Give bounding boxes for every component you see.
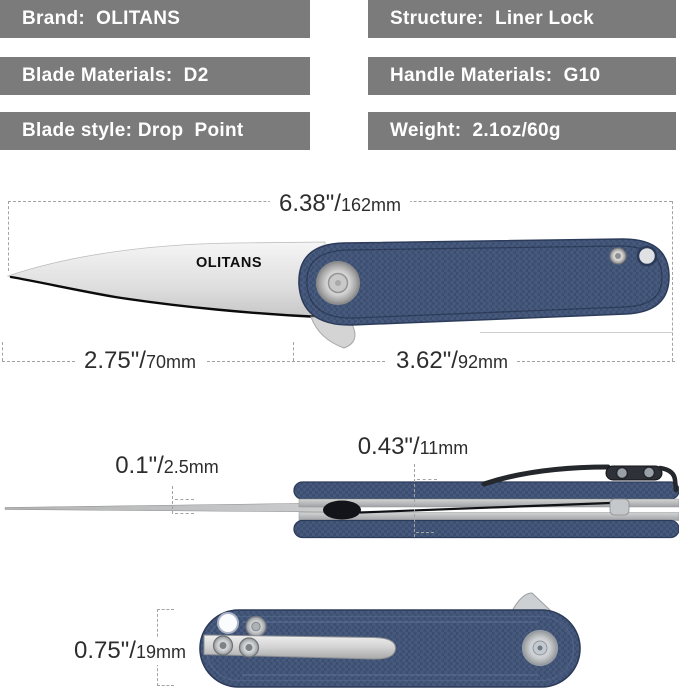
lanyard-hole-closed bbox=[218, 613, 238, 633]
dimension-blade-length bbox=[75, 347, 205, 375]
tick-handle-thickness-top bbox=[417, 479, 437, 480]
closed-width-inches: 0.75"/ bbox=[74, 637, 136, 664]
tick-blade-thickness-top bbox=[175, 499, 194, 500]
open-knife-side-view bbox=[0, 230, 679, 355]
flipper-tab-closed bbox=[512, 593, 550, 611]
dimension-tick-overall-left bbox=[8, 201, 9, 271]
overall-length-inches: 6.38"/ bbox=[279, 190, 341, 217]
blade-thickness-inches: 0.1"/ bbox=[115, 452, 164, 479]
blade-thickness-mm: 2.5mm bbox=[163, 457, 219, 477]
extension-line-handle bbox=[480, 332, 673, 333]
pivot-area bbox=[323, 501, 361, 520]
tick-blade-thickness-bottom bbox=[175, 513, 194, 514]
spec-banner-blade-materials: Blade Materials: D2 bbox=[0, 57, 310, 95]
handle-thickness-inches: 0.43"/ bbox=[357, 433, 420, 460]
spec-banner-brand: Brand: OLITANS bbox=[0, 0, 310, 38]
spec-banner-structure: Structure: Liner Lock bbox=[368, 0, 676, 38]
open-knife-top-view bbox=[0, 440, 679, 590]
dimension-handle-thickness bbox=[349, 433, 478, 461]
bracket-tick-bottom bbox=[157, 685, 174, 686]
dimension-tick-blade-thickness bbox=[172, 486, 173, 514]
tick-handle-thickness-bottom bbox=[416, 532, 434, 533]
handle-thickness-mm: 11mm bbox=[419, 438, 469, 458]
lanyard-hole bbox=[638, 247, 656, 265]
spec-banner-blade-style: Blade style: Drop Point bbox=[0, 112, 310, 150]
pivot-screw bbox=[317, 262, 360, 305]
rear-screw bbox=[610, 248, 626, 264]
bracket-tick-top bbox=[157, 609, 174, 610]
pocket-clip bbox=[204, 635, 396, 659]
blade-length-mm: 70mm bbox=[145, 352, 196, 372]
handle-scale-bottom bbox=[294, 521, 679, 538]
blade-spine bbox=[5, 503, 330, 512]
handle-length-mm: 92mm bbox=[457, 352, 508, 372]
dimension-overall-length bbox=[270, 190, 410, 218]
dimension-tick-blade-handle bbox=[293, 342, 294, 361]
pivot-screw-closed bbox=[523, 631, 558, 666]
overall-length-mm: 162mm bbox=[340, 195, 401, 215]
blade-drop-point bbox=[8, 242, 327, 318]
closed-width-mm: 19mm bbox=[135, 642, 186, 662]
dimension-tick-right bbox=[672, 201, 673, 361]
blade-brand-text: OLITANS bbox=[195, 255, 263, 271]
dimension-handle-length bbox=[387, 347, 517, 375]
standoff-spacer bbox=[610, 499, 629, 515]
spec-banner-weight: Weight: 2.1oz/60g bbox=[368, 112, 676, 150]
dimension-tick-blade-left bbox=[2, 342, 3, 361]
dimension-blade-thickness bbox=[106, 452, 228, 480]
back-screw bbox=[246, 617, 266, 637]
dimension-closed-width bbox=[65, 637, 195, 665]
handle-length-inches: 3.62"/ bbox=[396, 347, 458, 374]
blade-length-inches: 2.75"/ bbox=[84, 347, 146, 374]
dimension-tick-handle-thickness bbox=[414, 464, 415, 537]
spec-banner-handle-materials: Handle Materials: G10 bbox=[368, 57, 676, 95]
